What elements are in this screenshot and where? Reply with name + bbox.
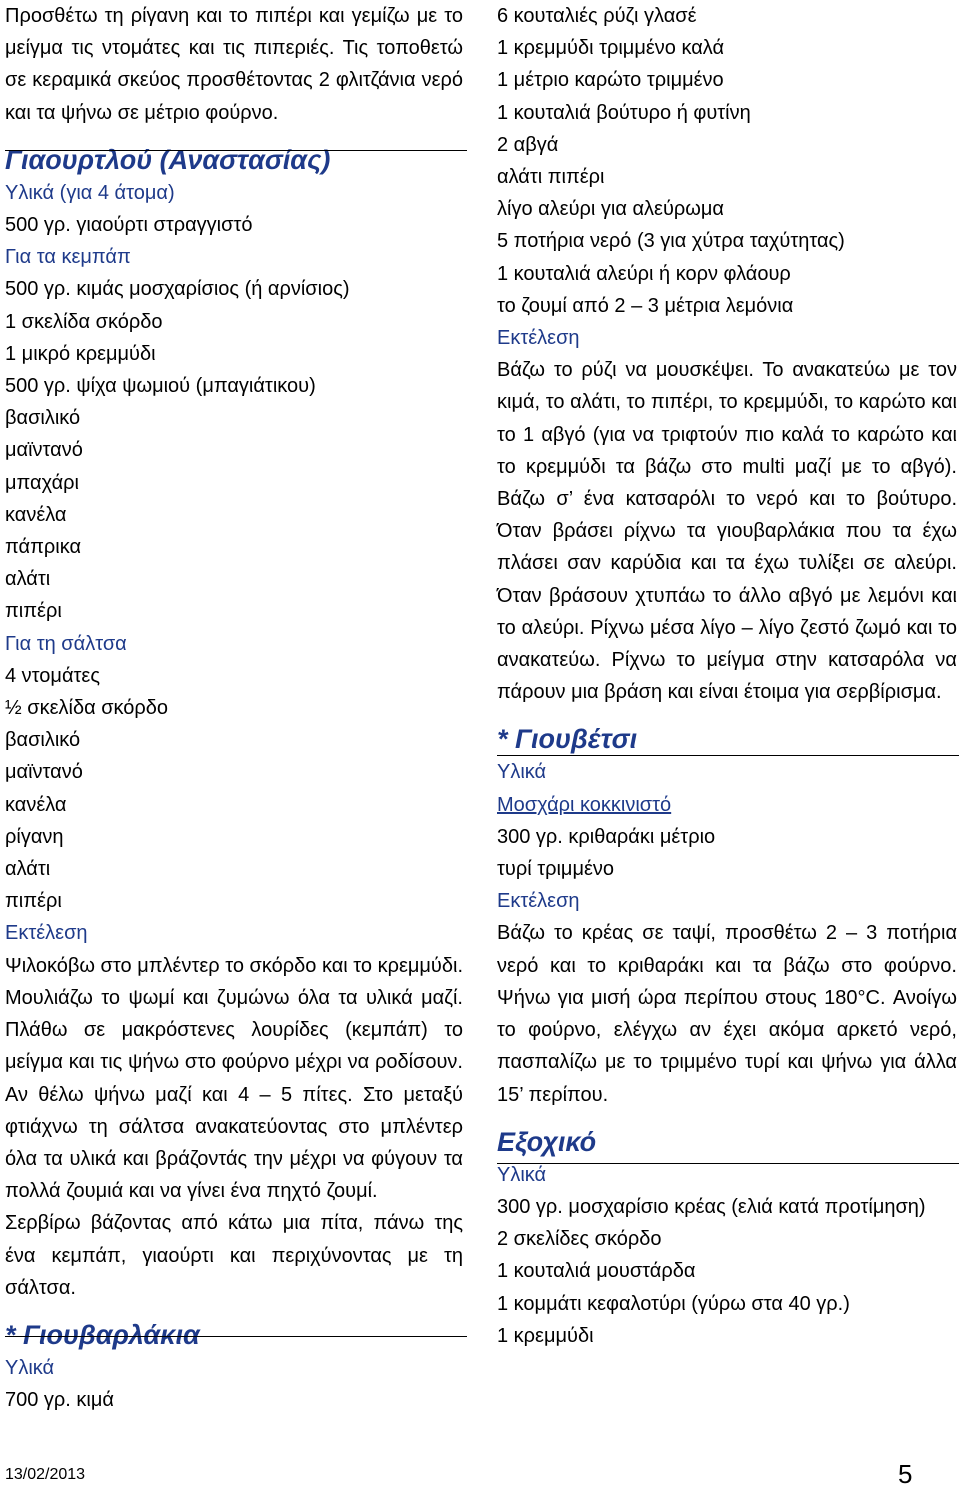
ingredient-item: 6 κουταλιές ρύζι γλασέ bbox=[497, 5, 697, 27]
ingredient-item: 1 κομμάτι κεφαλοτύρι (γύρω στα 40 γρ.) bbox=[497, 1292, 850, 1315]
ingredient-item: αλάτι bbox=[5, 568, 51, 591]
method-heading: Εκτέλεση bbox=[497, 327, 580, 350]
ingredient-item: αλάτι πιπέρι bbox=[497, 166, 605, 189]
ingredient-item: τυρί τριμμένο bbox=[497, 858, 615, 881]
giouvarlakia-ingredients-list bbox=[497, 0, 957, 322]
ingredient-item: ½ σκελίδα σκόρδο bbox=[5, 697, 169, 720]
ingredient-item: ρίγανη bbox=[5, 825, 64, 848]
kebab-heading: Για τα κεμπάπ bbox=[5, 246, 131, 269]
ingredient-item: πιπέρι bbox=[5, 890, 62, 913]
ingredient-item: 1 κουταλιά αλεύρι ή κορν φλάουρ bbox=[497, 262, 791, 285]
left-column bbox=[5, 0, 463, 1416]
recipe-title-giouvetsi: * Γιουβέτσι bbox=[497, 724, 638, 755]
ingredient-item: μαϊντανό bbox=[5, 439, 83, 462]
method-paragraph: Ψιλοκόβω στο μπλέντερ το σκόρδο και το κρεμμύδι. Μουλιάζω το ψωμί και ζυμώνω όλα τα υλικά μαζί. Πλάθω σε μακρόστενες λουρίδες (κεμπάπ) το μείγμα και τις ψήνω στο φούρνο μέχρι να ροδίσουν. Αν θέλω ψήνω μαζί και 4 – 5 πίτες. Στο μεταξύ φτιάχνω τη σάλτσα ανακατεύοντας στο μπλέντερ όλα τα υλικά και βράζοντάς την μέχρι να φύγουν τα πολλά ζουμιά και να γίνει ένα πηχτό ζουμί. bbox=[5, 954, 463, 1203]
section-divider bbox=[5, 1336, 467, 1337]
page-number: 5 bbox=[898, 1459, 913, 1489]
ingredient-item: 500 γρ. γιαούρτι στραγγιστό bbox=[5, 214, 253, 237]
ingredient-item: αλάτι bbox=[5, 858, 51, 881]
ingredient-item: 5 ποτήρια νερό (3 για χύτρα ταχύτητας) bbox=[497, 230, 845, 253]
ingredient-item: πιπέρι bbox=[5, 600, 62, 623]
ingredient-item: κανέλα bbox=[5, 503, 67, 526]
ingredient-item: 1 κουταλιά βούτυρο ή φυτίνη bbox=[497, 101, 751, 124]
right-column bbox=[497, 0, 957, 1352]
method-heading: Εκτέλεση bbox=[5, 922, 88, 945]
ingredient-item: 1 μέτριο καρώτο τριμμένο bbox=[497, 69, 724, 92]
ingredient-item: 300 γρ. κριθαράκι μέτριο bbox=[497, 825, 716, 848]
ingredient-item: 500 γρ. ψίχα ψωμιού (μπαγιάτικου) bbox=[5, 375, 316, 398]
sauce-ingredients-list bbox=[5, 660, 463, 918]
ingredient-item: μπαχάρι bbox=[5, 471, 79, 494]
ingredient-item: λίγο αλεύρι για αλεύρωμα bbox=[497, 198, 724, 221]
ingredient-item: 500 γρ. κιμάς μοσχαρίσιος (ή αρνίσιος) bbox=[5, 278, 350, 301]
section-divider bbox=[5, 150, 467, 151]
ingredients-heading: Υλικά bbox=[497, 761, 547, 784]
ingredient-item: μαϊντανό bbox=[5, 761, 83, 784]
ingredient-item: 2 σκελίδες σκόρδο bbox=[497, 1228, 662, 1251]
sauce-heading: Για τη σάλτσα bbox=[5, 632, 127, 655]
ingredient-item: κανέλα bbox=[5, 793, 67, 816]
kebab-ingredients-list bbox=[5, 273, 463, 627]
recipe-title-exochiko: Εξοχικό bbox=[497, 1126, 597, 1157]
method-heading: Εκτέλεση bbox=[497, 890, 580, 913]
ingredient-item: βασιλικό bbox=[5, 407, 81, 430]
method-paragraph: Βάζω το κρέας σε ταψί, προσθέτω 2 – 3 ποτήρια νερό και το κριθαράκι και τα βάζω στο φούρνο. Ψήνω για μισή ώρα περίπου στους 180°C. Ανοίγω το φούρνο, ελέγχω αν έχει ακόμα αρκετό νερό, πασπαλίζω με το τριμμένο τυρί και ψήνω για άλλα 15’ περίπου. bbox=[497, 922, 957, 1106]
ingredient-item: 2 αβγά bbox=[497, 133, 559, 156]
ingredient-item: πάπρικα bbox=[5, 536, 82, 559]
ingredient-item: 1 κρεμμύδι τριμμένο καλά bbox=[497, 37, 725, 60]
ingredient-item: 300 γρ. μοσχαρίσιο κρέας (ελιά κατά προτίμηση) bbox=[497, 1195, 926, 1218]
recipe-link-moschari-kokkinisto[interactable]: Μοσχάρι κοκκινιστό bbox=[497, 793, 672, 816]
ingredient-item: 1 μικρό κρεμμύδι bbox=[5, 342, 156, 365]
ingredient-item: το ζουμί από 2 – 3 μέτρια λεμόνια bbox=[497, 294, 794, 317]
ingredient-item: βασιλικό bbox=[5, 729, 81, 752]
ingredient-item: 1 κρεμμύδι bbox=[497, 1324, 594, 1347]
ingredients-heading: Υλικά (για 4 άτομα) bbox=[5, 181, 175, 204]
serving-paragraph: Σερβίρω βάζοντας από κάτω μια πίτα, πάνω της ένα κεμπάπ, γιαούρτι και περιχύνοντας με τη σάλτσα. bbox=[5, 1212, 463, 1299]
ingredient-item: 4 ντομάτες bbox=[5, 664, 100, 687]
recipe-title-yogurtlou: Γιαουρτλού (Αναστασίας) bbox=[5, 144, 331, 175]
ingredient-item: 1 κουταλιά μουστάρδα bbox=[497, 1260, 696, 1283]
footer-date: 13/02/2013 bbox=[5, 1466, 86, 1483]
recipe-title-giouvarlakia: * Γιουβαρλάκια bbox=[5, 1319, 200, 1350]
method-paragraph: Βάζω το ρύζι να μουσκέψει. Το ανακατεύω με τον κιμά, το αλάτι, το πιπέρι, το κρεμμύδι, το καρώτο και το 1 αβγό (για να τριφτούν πιο καλά το καρώτο και το κρεμμύδι τα βάζω στο multi μαζί με το αβγό). Βάζω σ’ ένα κατσαρόλι το νερό και το βούτυρο. Όταν βράσει ρίχνω τα γιουβαρλάκια που τα έχω πλάσει σαν καρύδια και τα έχω τυλίξει σε αλεύρι. Όταν βράσουν χτυπάω το άλλο αβγό με λεμόνι και το αλεύρι. Ρίχνω μέσα λίγο – λίγο ζεστό ζωμό και το ανακατεύω. Ρίχνω το μείγμα στην κατσαρόλα να πάρουν μια βράση και είναι έτοιμα για σερβίρισμα. bbox=[497, 359, 957, 704]
ingredient-item: 700 γρ. κιμά bbox=[5, 1389, 114, 1412]
ingredient-item: 1 σκελίδα σκόρδο bbox=[5, 310, 163, 333]
ingredients-heading: Υλικά bbox=[5, 1356, 55, 1379]
ingredients-heading: Υλικά bbox=[497, 1163, 547, 1186]
intro-paragraph: Προσθέτω τη ρίγανη και το πιπέρι και γεμίζω με το μείγμα τις ντομάτες και τις πιπεριές. Τις τοποθετώ σε κεραμικά σκεύος προσθέτοντας 2 φλιτζάνια νερό και τα ψήνω σε μέτριο φούρνο. bbox=[5, 5, 463, 124]
